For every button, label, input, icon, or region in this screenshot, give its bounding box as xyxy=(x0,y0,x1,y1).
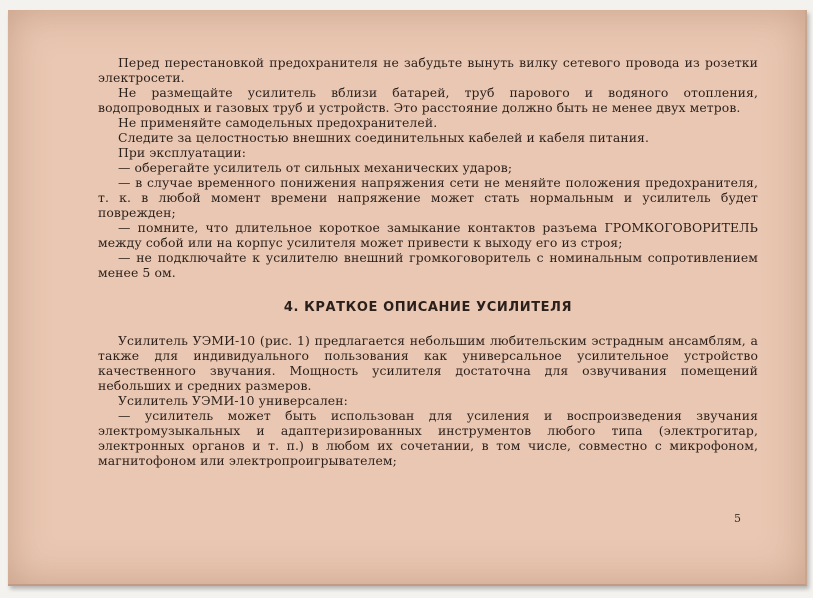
paragraph: При эксплуатации: xyxy=(118,145,246,160)
paragraph: Усилитель УЭМИ-10 универсален: xyxy=(118,393,348,408)
paragraph: Не размещайте усилитель вблизи батарей, труб парового и водяного отопления, водопроводных и газовых труб и устройств. Это расстояние должно быть не менее двух метров. xyxy=(98,85,758,115)
paragraph: Следите за целостностью внешних соединительных кабелей и кабеля питания. xyxy=(118,130,650,145)
paragraph: Усилитель УЭМИ-10 (рис. 1) предлагается небольшим любительским эстрадным ансамблям, а также для индивидуального пользования как универсальное усилительное устройство качественного звучания. Мощность усилителя достаточна для озвучивания помещений небольших и средних размеров. xyxy=(98,333,758,393)
section-heading: 4. КРАТКОЕ ОПИСАНИЕ УСИЛИТЕЛЯ xyxy=(283,300,573,315)
document-page xyxy=(8,10,807,586)
page-content xyxy=(98,55,758,468)
page-number: 5 xyxy=(734,512,741,525)
list-item: — помните, что длительное короткое замыкание контактов разъема ГРОМКОГОВОРИТЕЛЬ между собой или на корпус усилителя может привести к выходу его из строя; xyxy=(98,220,758,250)
paragraph: Не применяйте самодельных предохранителей. xyxy=(118,115,438,130)
list-item: — не подключайте к усилителю внешний громкоговоритель с номинальным сопротивлением менее 5 ом. xyxy=(98,250,758,280)
list-item: — оберегайте усилитель от сильных механических ударов; xyxy=(118,160,513,175)
paragraph: Перед перестановкой предохранителя не забудьте вынуть вилку сетевого провода из розетки электросети. xyxy=(98,55,758,85)
list-item: — усилитель может быть использован для усиления и воспроизведения звучания электромузыкальных и адаптеризированных инструментов любого типа (электрогитар, электронных органов и т. п.) в любом их сочетании, в том числе, совместно с микрофоном, магнитофоном или электропроигрывателем; xyxy=(98,408,758,468)
list-item: — в случае временного понижения напряжения сети не меняйте положения предохранителя, т. к. в любой момент времени напряжение может стать нормальным и усилитель будет поврежден; xyxy=(98,175,758,220)
